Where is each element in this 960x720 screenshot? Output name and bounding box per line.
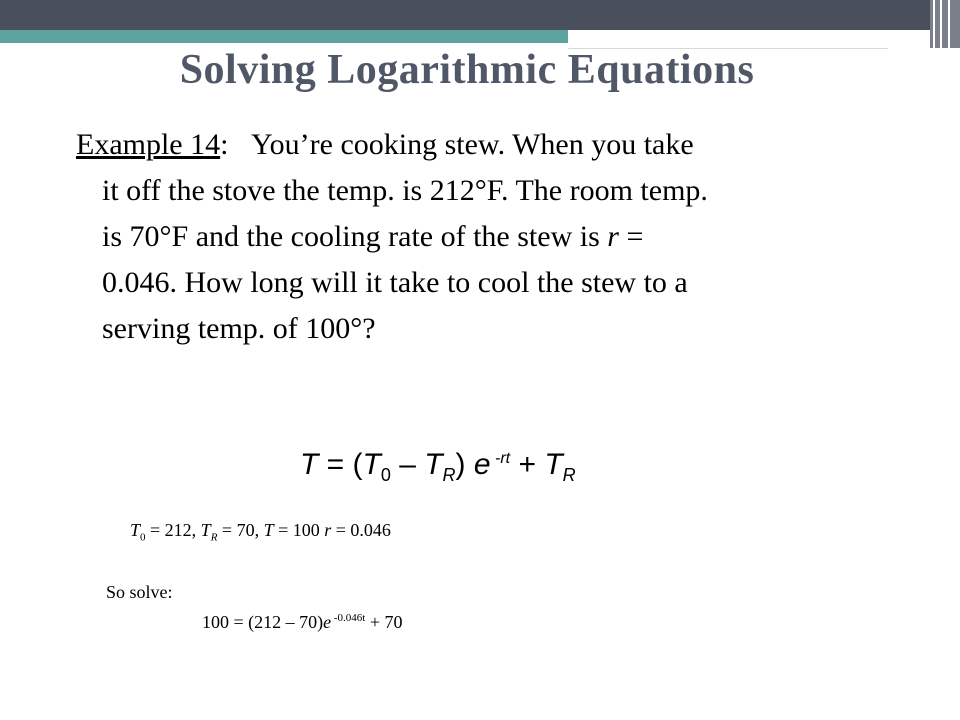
given-r-val: = 0.046 — [331, 520, 391, 540]
top-dark-bar — [0, 0, 960, 30]
example-line-3-end: = — [618, 220, 644, 253]
example-text — [76, 122, 876, 352]
example-line-4: 0.046. How long will it take to cool the stew to a — [102, 266, 688, 299]
given-TR-val: = 70, — [217, 520, 264, 540]
cooling-formula — [300, 448, 576, 486]
formula-e: e — [473, 448, 491, 481]
given-TR-sub: R — [210, 531, 218, 544]
var-r: r — [607, 220, 619, 253]
formula-TR: T — [424, 448, 443, 481]
formula-T0: T — [362, 448, 381, 481]
formula-sub-R2: R — [562, 465, 576, 485]
equation-exponent: -0.046t — [331, 612, 366, 624]
stripe — [933, 0, 935, 48]
example-line-2: it off the stove the temp. is 212°F. The room temp. — [102, 174, 708, 207]
equation-e: e — [323, 612, 332, 632]
example-line-3-text: is 70°F and the cooling rate of the stew is — [102, 220, 608, 253]
so-solve-label: So solve: — [106, 582, 173, 602]
given-T: T — [263, 520, 274, 540]
example-line-1-text: You’re cooking stew. When you take — [250, 128, 694, 161]
stripe — [948, 0, 950, 48]
formula-exponent: -rt — [490, 450, 511, 467]
solve-equation — [202, 612, 403, 633]
slide-title: Solving Logarithmic Equations — [179, 47, 755, 93]
stripe — [940, 0, 942, 48]
given-T0: T — [130, 520, 141, 540]
given-T0-sub: 0 — [140, 531, 146, 544]
example-line-5: serving temp. of 100°? — [102, 312, 376, 345]
formula-eq: = ( — [318, 448, 363, 481]
example-colon: : — [220, 128, 229, 161]
given-TR: T — [200, 520, 211, 540]
top-right-stripes — [930, 0, 960, 48]
given-T0-val: = 212, — [145, 520, 201, 540]
formula-minus: – — [390, 448, 425, 481]
given-T-val: = 100 — [273, 520, 325, 540]
example-label: Example 14 — [76, 128, 221, 161]
formula-sub-R: R — [442, 465, 456, 485]
equation-rhs: + 70 — [365, 612, 403, 632]
given-values — [130, 520, 391, 544]
formula-close: ) — [455, 448, 474, 481]
formula-TR2: T — [544, 448, 563, 481]
example-line-3 — [76, 214, 876, 260]
formula-sub-0: 0 — [380, 465, 391, 485]
equation-lhs: 100 = (212 – 70) — [202, 612, 324, 632]
example-line-1 — [76, 122, 876, 168]
formula-plus: + — [510, 448, 545, 481]
given-r: r — [324, 520, 332, 540]
top-accent-bar — [0, 30, 568, 43]
formula-T: T — [300, 448, 319, 481]
